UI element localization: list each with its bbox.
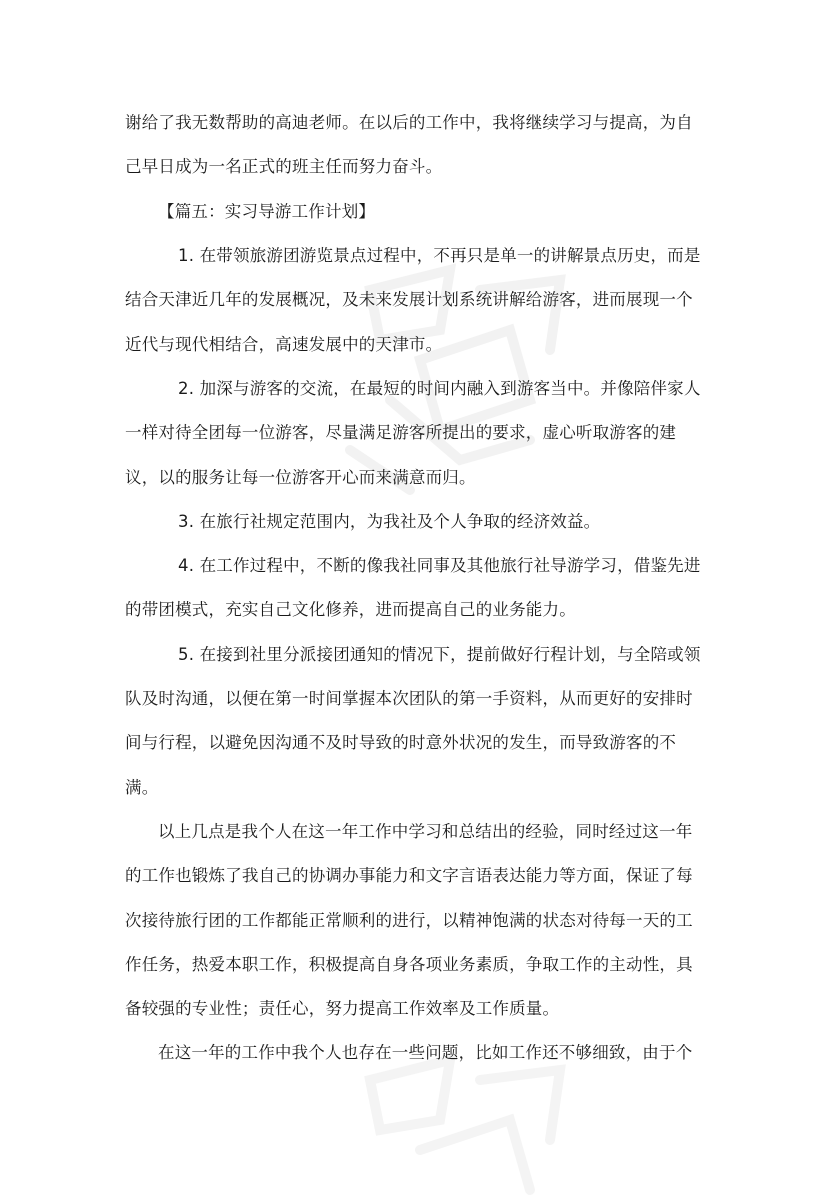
text-line: 作任务，热爱本职工作，积极提高自身各项业务素质，争取工作的主动性，具 (125, 955, 693, 974)
text-line: 的带团模式，充实自己文化修养，进而提高自己的业务能力。 (125, 600, 576, 619)
text-line: 5. 在接到社里分派接团通知的情况下，提前做好行程计划，与全陪或领 (178, 645, 701, 664)
watermark-logo-bottom (330, 1040, 580, 1200)
text-line: 间与行程，以避免因沟通不及时导致的时意外状况的发生，而导致游客的不 (125, 733, 677, 752)
watermark-logo (330, 250, 580, 500)
text-line: 满。 (125, 778, 159, 797)
text-line: 一样对待全团每一位游客，尽量满足游客所提出的要求，虚心听取游客的建 (125, 423, 677, 442)
text-line: 队及时沟通，以便在第一时间掌握本次团队的第一手资料，从而更好的安排时 (125, 689, 693, 708)
section-heading: 【篇五：实习导游工作计划】 (158, 202, 376, 221)
text-line: 谢给了我无数帮助的高迪老师。在以后的工作中，我将继续学习与提高，为自 (125, 113, 693, 132)
text-line: 议，以的服务让每一位游客开心而来满意而归。 (125, 468, 476, 487)
text-line: 近代与现代相结合，高速发展中的天津市。 (125, 335, 443, 354)
text-line: 3. 在旅行社规定范围内，为我社及个人争取的经济效益。 (178, 512, 601, 531)
text-line: 在这一年的工作中我个人也存在一些问题，比如工作还不够细致，由于个 (158, 1043, 693, 1062)
text-line: 备较强的专业性；责任心，努力提高工作效率及工作质量。 (125, 999, 560, 1018)
text-line: 2. 加深与游客的交流，在最短的时间内融入到游客当中。并像陪伴家人 (178, 379, 701, 398)
text-line: 次接待旅行团的工作都能正常顺利的进行，以精神饱满的状态对待每一天的工 (125, 911, 693, 930)
text-line: 结合天津近几年的发展概况，及未来发展计划系统讲解给游客，进而展现一个 (125, 290, 693, 309)
text-line: 以上几点是我个人在这一年工作中学习和总结出的经验，同时经过这一年 (158, 822, 693, 841)
text-line: 己早日成为一名正式的班主任而努力奋斗。 (125, 157, 443, 176)
text-line: 1. 在带领旅游团游览景点过程中，不再只是单一的讲解景点历史，而是 (178, 246, 701, 265)
text-line: 4. 在工作过程中，不断的像我社同事及其他旅行社导游学习，借鉴先进 (178, 556, 701, 575)
text-line: 的工作也锻炼了我自己的协调办事能力和文字言语表达能力等方面，保证了每 (125, 866, 693, 885)
